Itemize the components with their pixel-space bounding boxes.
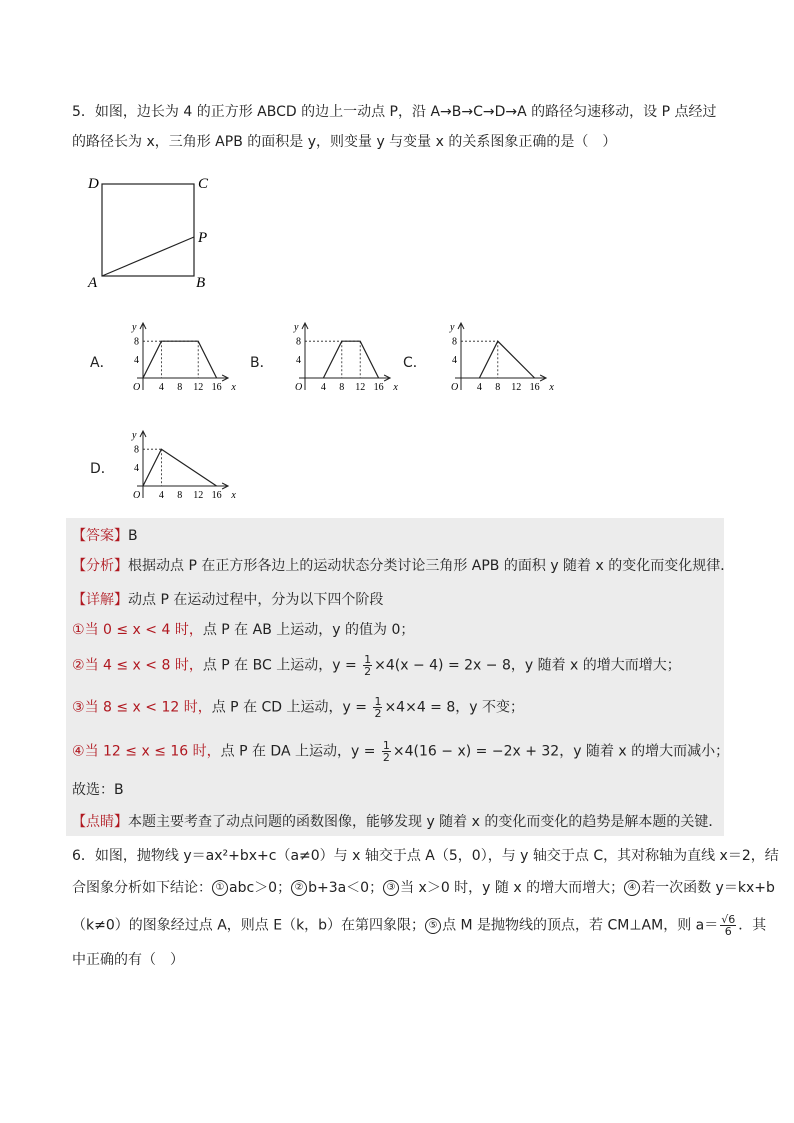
fraction-half: $\frac{1}{2}$ [374, 695, 382, 720]
case-4-number: ④ [72, 743, 85, 760]
conclusion-4-number: ④ [624, 880, 640, 896]
segment-ap [102, 237, 194, 276]
x-tick-label: 8 [339, 382, 345, 393]
q6-line-2 [72, 878, 775, 898]
x-tick-label: 12 [355, 382, 366, 393]
function-graph [143, 341, 217, 378]
q6-line-1: 6．如图，抛物线 y＝ax²+bx+c（a≠0）与 x 轴交于点 A（5，0），与 y 轴交于点 C，其对称轴为直线 x＝2，结 [72, 848, 779, 864]
y-tick-label: 4 [134, 463, 139, 475]
comment-text: 本题主要考查了动点问题的函数图像，能够发现 y 随着 x 的变化而变化的趋势是解本题的关键． [128, 814, 723, 830]
option-b-graph [280, 320, 405, 400]
square-abcd [102, 184, 194, 276]
conclusion-5-number: ⑤ [425, 918, 441, 934]
conclusion-3-number: ③ [383, 880, 399, 896]
y-axis-label: y [132, 430, 137, 441]
option-b-label: B． [250, 355, 274, 371]
x-tick-label: 4 [158, 382, 164, 393]
case-4-text-a: 点 P 在 DA 上运动，y = [220, 743, 380, 760]
x-axis-label: x [549, 382, 554, 393]
detail-line [72, 590, 383, 610]
fraction-half: $\frac{1}{2}$ [364, 653, 372, 678]
origin-label: O [451, 382, 459, 393]
function-graph [323, 341, 378, 378]
analysis-line [72, 556, 734, 576]
option-c-graph [436, 320, 561, 400]
conclusion-4: 若一次函数 y＝kx+b [641, 880, 775, 896]
x-tick-label: 12 [193, 382, 204, 393]
case-3-text-a: 点 P 在 CD 上运动，y = [211, 699, 372, 716]
label-d: D [88, 176, 99, 192]
answer-value: B [128, 528, 138, 544]
case-1 [72, 620, 414, 640]
y-axis-label: y [132, 322, 137, 333]
q6-line-2-lead: 合图象分析如下结论： [72, 880, 212, 896]
x-axis-label: x [231, 382, 236, 393]
comment-line [72, 812, 722, 832]
case-2-condition: 当 4 ≤ x < 8 时， [84, 657, 203, 674]
case-1-number: ① [72, 622, 85, 638]
option-a-graph [118, 320, 243, 400]
square-figure [82, 170, 222, 295]
fraction-sqrt6-over-6: $\frac{√6}{6}$ [721, 913, 736, 938]
conclusion-2: b+3a＜0； [308, 880, 384, 896]
conclusion-5-a: 点 M 是抛物线的顶点，若 CM⊥AM，则 a＝ [442, 917, 719, 934]
conclusion-1: abc＞0； [229, 880, 292, 896]
case-4-text-b: ×4(16 − x) = −2x + 32，y 随着 x 的增大而减小； [392, 743, 730, 760]
option-d-graph [118, 428, 243, 508]
q5-line-2: 的路径长为 x，三角形 APB 的面积是 y，则变量 y 与变量 x 的关系图象正确的是（ ） [72, 134, 617, 150]
case-2-text-a: 点 P 在 BC 上运动，y = [202, 657, 362, 674]
x-tick-label: 8 [495, 382, 501, 393]
case-1-condition: 当 0 ≤ x < 4 时， [84, 622, 203, 638]
y-axis-label: y [450, 322, 455, 333]
case-3-text-b: ×4×4 = 8，y 不变； [384, 699, 525, 716]
x-tick-label: 4 [158, 490, 164, 501]
answer-line [72, 526, 138, 546]
conclusion-1-number: ① [212, 880, 228, 896]
x-tick-label: 12 [193, 490, 204, 501]
x-tick-label: 16 [373, 382, 384, 393]
case-4-condition: 当 12 ≤ x ≤ 16 时， [84, 743, 221, 760]
conclusion-5-b: ．其 [738, 917, 767, 934]
option-d-label: D． [90, 461, 115, 477]
case-1-text: 点 P 在 AB 上运动，y 的值为 0； [202, 622, 415, 638]
y-tick-label: 8 [134, 336, 139, 348]
conclusion-3: 当 x＞0 时，y 随 x 的增大而增大； [400, 880, 625, 896]
label-b: B [196, 275, 206, 291]
conclusion-2-number: ② [291, 880, 307, 896]
option-a-label: A． [90, 355, 114, 371]
case-3-condition: 当 8 ≤ x < 12 时， [84, 699, 212, 716]
y-tick-label: 8 [296, 336, 301, 348]
x-tick-label: 8 [177, 382, 183, 393]
x-tick-label: 4 [476, 382, 482, 393]
case-4 [72, 740, 729, 763]
function-graph [143, 449, 217, 486]
y-tick-label: 4 [296, 355, 301, 367]
y-tick-label: 8 [452, 336, 457, 348]
case-3-number: ③ [72, 699, 85, 716]
detail-text: 动点 P 在运动过程中，分为以下四个阶段 [128, 592, 384, 608]
q6-line-4: 中正确的有（ ） [72, 952, 184, 968]
q5-line-1: 5．如图，边长为 4 的正方形 ABCD 的边上一动点 P，沿 A→B→C→D→A 的路径匀速移动，设 P 点经过 [72, 104, 717, 120]
detail-tag: 【详解】 [72, 592, 128, 608]
x-tick-label: 4 [320, 382, 326, 393]
analysis-text: 根据动点 P 在正方形各边上的运动状态分类讨论三角形 APB 的面积 y 随着 x 的变化而变化规律． [128, 558, 735, 574]
label-c: C [198, 176, 209, 192]
x-axis-label: x [231, 490, 236, 501]
analysis-tag: 【分析】 [72, 558, 128, 574]
y-tick-label: 8 [134, 444, 139, 456]
answer-tag: 【答案】 [72, 528, 128, 544]
case-2-number: ② [72, 657, 85, 674]
y-tick-label: 4 [134, 355, 139, 367]
choose-line: 故选：B [72, 782, 124, 798]
x-tick-label: 8 [177, 490, 183, 501]
function-graph [479, 341, 534, 378]
x-tick-label: 12 [511, 382, 522, 393]
y-axis-label: y [294, 322, 299, 333]
x-axis-label: x [393, 382, 398, 393]
q6-line-3-lead: （k≠0）的图象经过点 A，则点 E（k，b）在第四象限； [72, 917, 426, 934]
origin-label: O [295, 382, 303, 393]
fraction-half: $\frac{1}{2}$ [382, 739, 390, 764]
case-3 [72, 696, 524, 719]
origin-label: O [133, 382, 141, 393]
x-tick-label: 16 [211, 382, 222, 393]
y-tick-label: 4 [452, 355, 457, 367]
label-p: P [198, 230, 208, 246]
label-a: A [88, 275, 98, 291]
x-tick-label: 16 [211, 490, 222, 501]
case-2-text-b: ×4(x − 4) = 2x − 8，y 随着 x 的增大而增大； [374, 657, 681, 674]
comment-tag: 【点睛】 [72, 814, 128, 830]
case-2 [72, 654, 681, 677]
q6-line-3 [72, 914, 766, 937]
x-tick-label: 16 [529, 382, 540, 393]
origin-label: O [133, 490, 141, 501]
option-c-label: C． [403, 355, 427, 371]
